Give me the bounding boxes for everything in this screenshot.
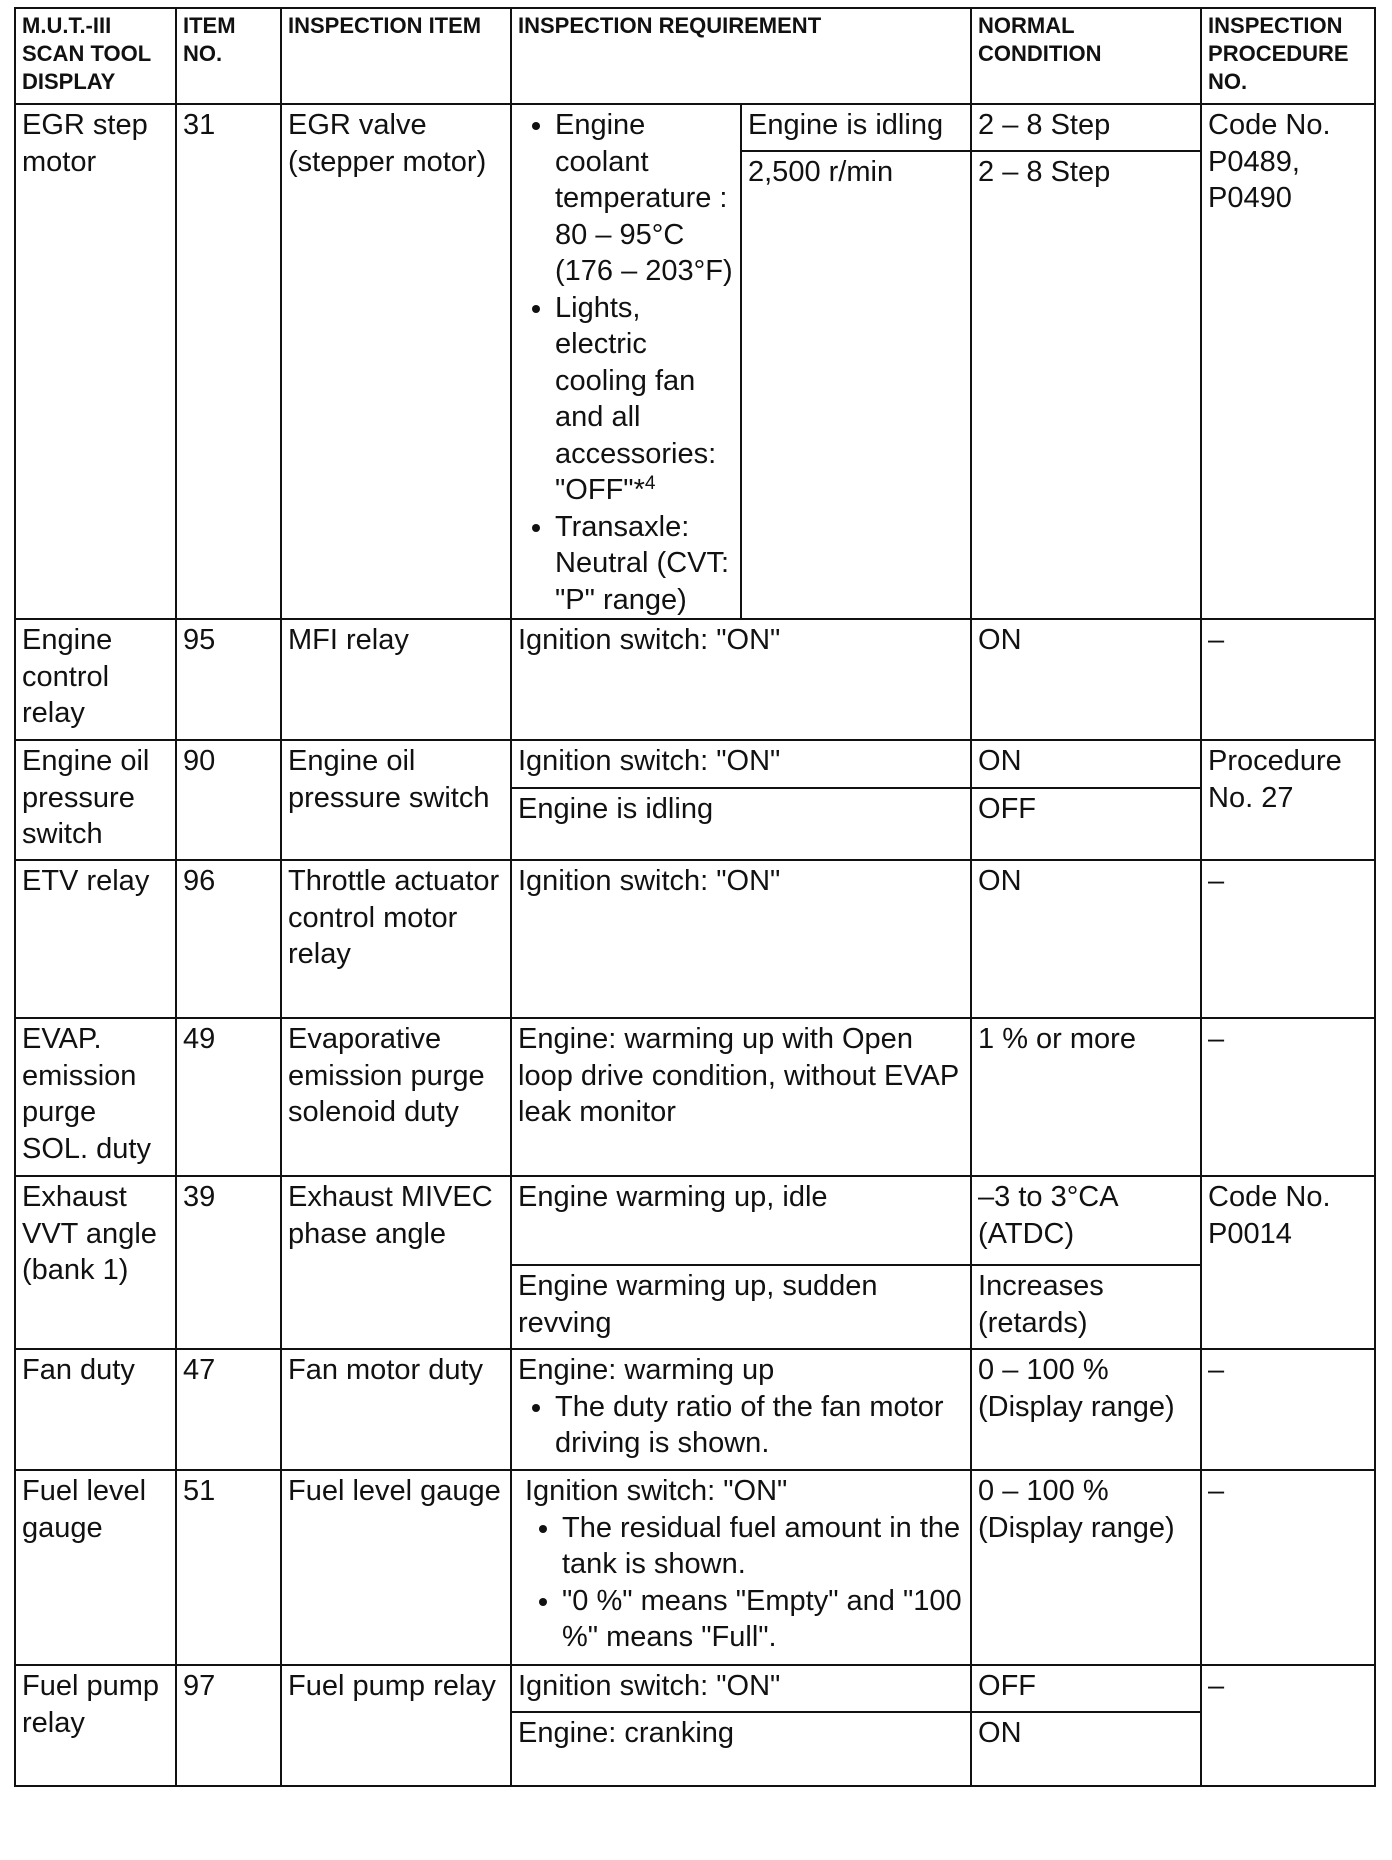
cell-display: EVAP. emission purge SOL. duty	[15, 1018, 176, 1176]
cell-requirement: Engine warming up, idle	[511, 1176, 971, 1265]
cell-normal-condition: 2 – 8 Step	[971, 151, 1201, 619]
cell-item-no: 31	[176, 104, 281, 619]
requirement-list	[518, 1389, 964, 1462]
cell-display: Engine control relay	[15, 619, 176, 740]
list-item: • The residual fuel amount in the tank is shown.	[562, 1510, 964, 1583]
cell-requirement	[511, 104, 741, 619]
cell-normal-condition: 2 – 8 Step	[971, 104, 1201, 151]
cell-item-no: 39	[176, 1176, 281, 1349]
cell-normal-condition: –3 to 3°CA (ATDC)	[971, 1176, 1201, 1265]
cell-inspection-item: Exhaust MIVEC phase angle	[281, 1176, 511, 1349]
table-row	[15, 860, 1375, 1018]
header-normal-condition: NORMAL CONDITION	[971, 8, 1201, 104]
cell-requirement: Ignition switch: "ON"	[511, 619, 971, 740]
inspection-table	[14, 7, 1376, 1787]
cell-item-no: 97	[176, 1665, 281, 1786]
cell-requirement	[511, 1470, 971, 1665]
table-row	[15, 1665, 1375, 1712]
table-row	[15, 619, 1375, 740]
list-item: • The duty ratio of the fan motor driving is shown.	[555, 1389, 964, 1462]
cell-display: Exhaust VVT angle (bank 1)	[15, 1176, 176, 1349]
cell-inspection-item: Fuel level gauge	[281, 1470, 511, 1665]
cell-procedure: Procedure No. 27	[1201, 740, 1375, 860]
cell-condition: 2,500 r/min	[741, 151, 971, 619]
cell-normal-condition: Increases (retards)	[971, 1265, 1201, 1349]
cell-requirement: Engine is idling	[511, 788, 971, 860]
cell-requirement: Engine: warming up with Open loop drive condition, without EVAP leak monitor	[511, 1018, 971, 1176]
cell-procedure: –	[1201, 619, 1375, 740]
cell-requirement: Engine warming up, sudden revving	[511, 1265, 971, 1349]
header-display: M.U.T.-III SCAN TOOL DISPLAY	[15, 8, 176, 104]
cell-item-no: 49	[176, 1018, 281, 1176]
header-row	[15, 8, 1375, 104]
cell-normal-condition: 0 – 100 % (Display range)	[971, 1349, 1201, 1470]
cell-inspection-item: Fuel pump relay	[281, 1665, 511, 1786]
inspection-table-page	[14, 7, 1374, 1787]
cell-inspection-item: MFI relay	[281, 619, 511, 740]
cell-normal-condition: 1 % or more	[971, 1018, 1201, 1176]
table-row	[15, 1349, 1375, 1470]
cell-procedure: Code No. P0489, P0490	[1201, 104, 1375, 619]
requirement-text: Ignition switch: "ON"	[525, 1475, 788, 1507]
cell-display: Fuel level gauge	[15, 1470, 176, 1665]
cell-item-no: 96	[176, 860, 281, 1018]
list-item: • "0 %" means "Empty" and "100 %" means "Full".	[562, 1583, 964, 1656]
header-inspection-item: INSPECTION ITEM	[281, 8, 511, 104]
cell-inspection-item: EGR valve (stepper motor)	[281, 104, 511, 619]
cell-normal-condition: OFF	[971, 1665, 1201, 1712]
table-row	[15, 104, 1375, 151]
cell-requirement: Ignition switch: "ON"	[511, 1665, 971, 1712]
table-row	[15, 1470, 1375, 1665]
cell-requirement: Ignition switch: "ON"	[511, 740, 971, 788]
cell-requirement	[511, 1349, 971, 1470]
cell-inspection-item: Fan motor duty	[281, 1349, 511, 1470]
bullet-text: Lights, electric cooling fan and all accessories: "OFF"*	[555, 291, 717, 506]
header-procedure-no: INSPECTION PROCEDURE NO.	[1201, 8, 1375, 104]
cell-requirement: Ignition switch: "ON"	[511, 860, 971, 1018]
cell-normal-condition: 0 – 100 % (Display range)	[971, 1470, 1201, 1665]
cell-item-no: 95	[176, 619, 281, 740]
cell-item-no: 51	[176, 1470, 281, 1665]
cell-condition: Engine is idling	[741, 104, 971, 151]
table-row	[15, 1018, 1375, 1176]
cell-normal-condition: ON	[971, 1712, 1201, 1786]
cell-inspection-item: Engine oil pressure switch	[281, 740, 511, 860]
footnote-mark: 4	[644, 473, 656, 494]
cell-requirement: Engine: cranking	[511, 1712, 971, 1786]
cell-procedure: –	[1201, 1018, 1375, 1176]
list-item: • Engine coolant temperature : 80 – 95°C (176 – 203°F)	[555, 107, 734, 290]
cell-display: ETV relay	[15, 860, 176, 1018]
cell-procedure: Code No. P0014	[1201, 1176, 1375, 1349]
requirement-list	[518, 107, 734, 618]
table-row	[15, 1176, 1375, 1265]
cell-display: EGR step motor	[15, 104, 176, 619]
requirement-text: Engine: warming up	[518, 1354, 775, 1386]
cell-procedure: –	[1201, 1349, 1375, 1470]
cell-display: Engine oil pressure switch	[15, 740, 176, 860]
cell-normal-condition: ON	[971, 740, 1201, 788]
cell-inspection-item: Evaporative emission purge solenoid duty	[281, 1018, 511, 1176]
cell-normal-condition: ON	[971, 860, 1201, 1018]
list-item	[555, 290, 734, 509]
cell-normal-condition: OFF	[971, 788, 1201, 860]
cell-procedure: –	[1201, 1665, 1375, 1786]
requirement-list	[525, 1510, 964, 1656]
cell-item-no: 90	[176, 740, 281, 860]
cell-display: Fuel pump relay	[15, 1665, 176, 1786]
cell-normal-condition: ON	[971, 619, 1201, 740]
table-row	[15, 740, 1375, 788]
header-item-no: ITEM NO.	[176, 8, 281, 104]
cell-procedure: –	[1201, 1470, 1375, 1665]
cell-item-no: 47	[176, 1349, 281, 1470]
cell-display: Fan duty	[15, 1349, 176, 1470]
cell-procedure: –	[1201, 860, 1375, 1018]
list-item: • Transaxle: Neutral (CVT: "P" range)	[555, 509, 734, 619]
cell-inspection-item: Throttle actuator control motor relay	[281, 860, 511, 1018]
header-requirement: INSPECTION REQUIREMENT	[511, 8, 971, 104]
